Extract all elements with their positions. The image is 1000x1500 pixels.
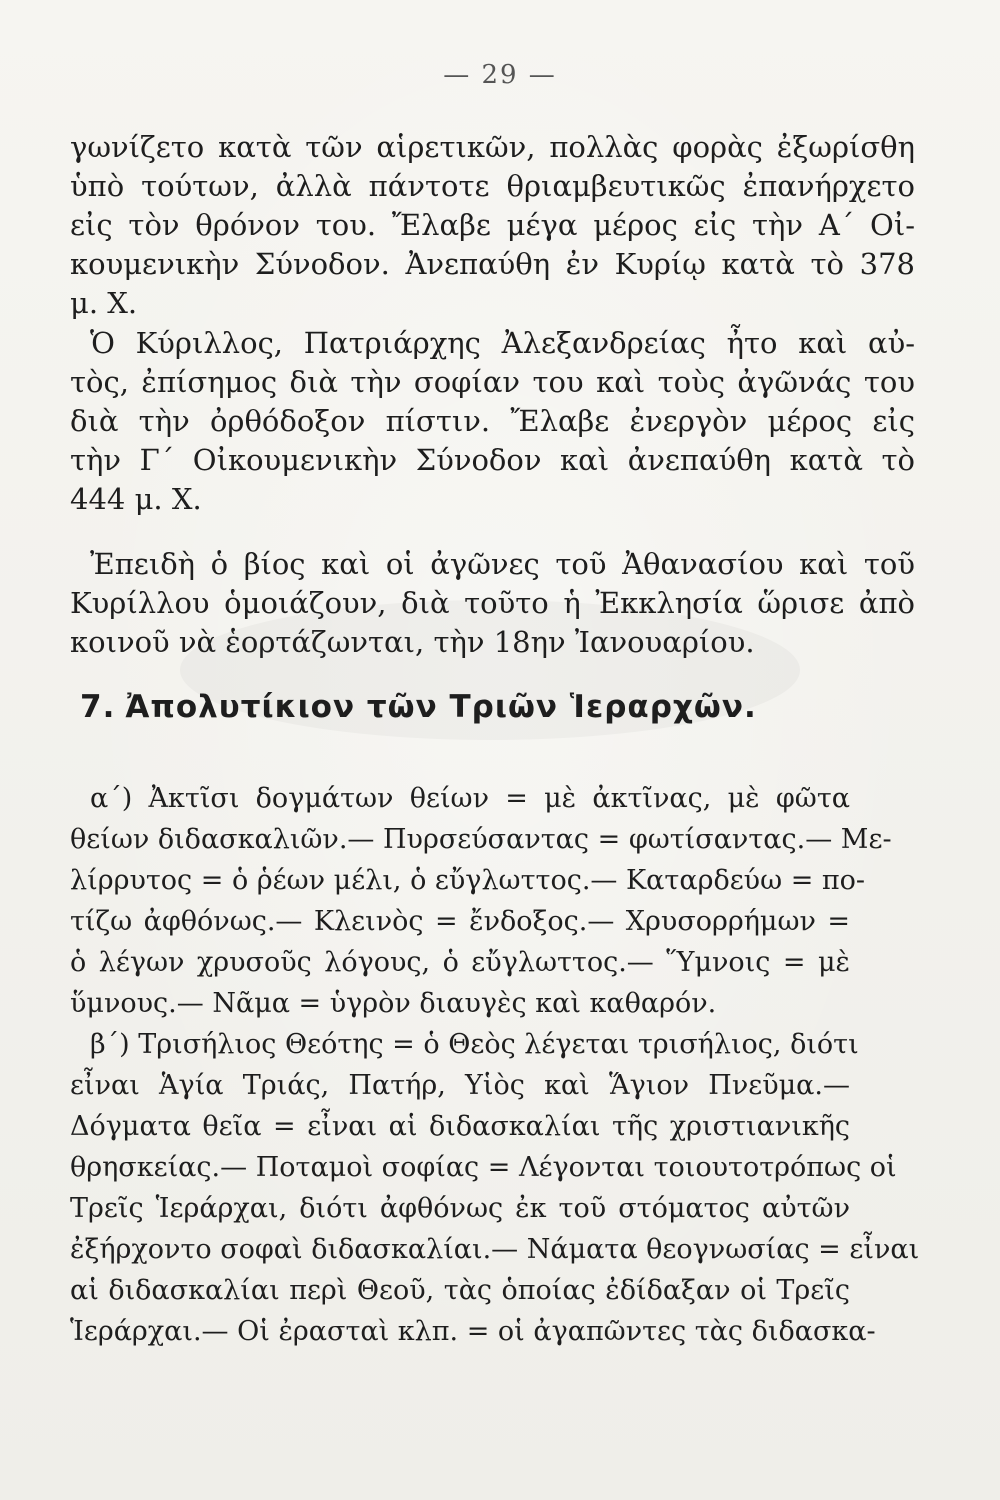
- section-heading: [80, 687, 840, 727]
- paragraph-cyril: [70, 324, 915, 519]
- note-line: αἱ διδασκαλίαι περὶ Θεοῦ, τὰς ὁποίας ἐδίδαξαν οἱ Τρεῖς: [70, 1275, 850, 1306]
- text-line: κοινοῦ νὰ ἑορτάζωνται, τὴν 18ην Ἰανουαρίου.: [70, 625, 755, 659]
- section-title: Ἀπολυτίκιον τῶν Τριῶν Ἱεραρχῶν.: [125, 689, 757, 725]
- section-number: 7.: [80, 689, 116, 725]
- note-line: τίζω ἀφθόνως.— Κλεινὸς = ἔνδοξος.— Χρυσορρήμων =: [70, 906, 850, 937]
- note-line: Ἱεράρχαι.— Οἱ ἐρασταὶ κλπ. = οἱ ἀγαπῶντες τὰς διδασκα-: [70, 1316, 876, 1347]
- note-line: θείων διδασκαλιῶν.— Πυρσεύσαντας = φωτίσαντας.— Με-: [70, 824, 892, 855]
- text-line: γωνίζετο κατὰ τῶν αἱρετικῶν, πολλὰς φορὰς ἐξωρίσθη: [70, 130, 915, 164]
- page-number: — 29 —: [443, 60, 557, 90]
- text-line: Κυρίλλου ὁμοιάζουν, διὰ τοῦτο ἡ Ἐκκλησία ὥρισε ἀπὸ: [70, 586, 915, 620]
- note-line: Τρεῖς Ἱεράρχαι, διότι ἀφθόνως ἐκ τοῦ στόματος αὐτῶν: [70, 1193, 850, 1224]
- note-line: λίρρυτος = ὁ ῥέων μέλι, ὁ εὔγλωττος.— Καταρδεύω = πο-: [70, 865, 866, 896]
- note-line: Δόγματα θεῖα = εἶναι αἱ διδασκαλίαι τῆς χριστιανικῆς: [70, 1111, 850, 1142]
- glossary-notes: [70, 778, 920, 1352]
- note-line: α΄) Ἀκτῖσι δογμάτων θείων = μὲ ἀκτῖνας, μὲ φῶτα: [90, 783, 850, 814]
- text-line: 444 μ. Χ.: [70, 482, 202, 516]
- text-line: ὑπὸ τούτων, ἀλλὰ πάντοτε θριαμβευτικῶς ἐπανήρχετο: [70, 169, 915, 203]
- text-line: Ἐπειδὴ ὁ βίος καὶ οἱ ἀγῶνες τοῦ Ἀθανασίου καὶ τοῦ: [90, 547, 915, 581]
- text-line: διὰ τὴν ὀρθόδοξον πίστιν. Ἔλαβε ἐνεργὸν μέρος εἰς: [70, 404, 915, 438]
- note-line: β΄) Τρισήλιος Θεότης = ὁ Θεὸς λέγεται τρισήλιος, διότι: [90, 1029, 859, 1060]
- note-line: θρησκείας.— Ποταμοὶ σοφίας = Λέγονται τοιουτοτρόπως οἱ: [70, 1152, 897, 1183]
- text-line: τὸς, ἐπίσημος διὰ τὴν σοφίαν του καὶ τοὺς ἀγῶνάς του: [70, 365, 915, 399]
- text-line: Ὁ Κύριλλος, Πατριάρχης Ἀλεξανδρείας ἦτο καὶ αὐ-: [90, 326, 915, 360]
- text-line: μ. Χ.: [70, 286, 138, 320]
- note-line: ἐξήρχοντο σοφαὶ διδασκαλίαι.— Νάματα θεογνωσίας = εἶναι: [70, 1234, 920, 1265]
- paragraph-feast: [70, 545, 915, 662]
- text-line: κουμενικὴν Σύνοδον. Ἀνεπαύθη ἐν Κυρίῳ κατὰ τὸ 378: [70, 247, 915, 281]
- paragraph-athanasius: [70, 128, 915, 323]
- note-line: ὁ λέγων χρυσοῦς λόγους, ὁ εὔγλωττος.— Ὕμνοις = μὲ: [70, 947, 850, 978]
- text-line: εἰς τὸν θρόνον του. Ἔλαβε μέγα μέρος εἰς τὴν Α΄ Οἰ-: [70, 208, 915, 242]
- note-line: ὕμνους.— Νᾶμα = ὑγρὸν διαυγὲς καὶ καθαρόν.: [70, 988, 717, 1019]
- text-line: τὴν Γ΄ Οἰκουμενικὴν Σύνοδον καὶ ἀνεπαύθη κατὰ τὸ: [70, 443, 915, 477]
- note-line: εἶναι Ἁγία Τριάς, Πατήρ, Υἱὸς καὶ Ἅγιον Πνεῦμα.—: [70, 1070, 850, 1101]
